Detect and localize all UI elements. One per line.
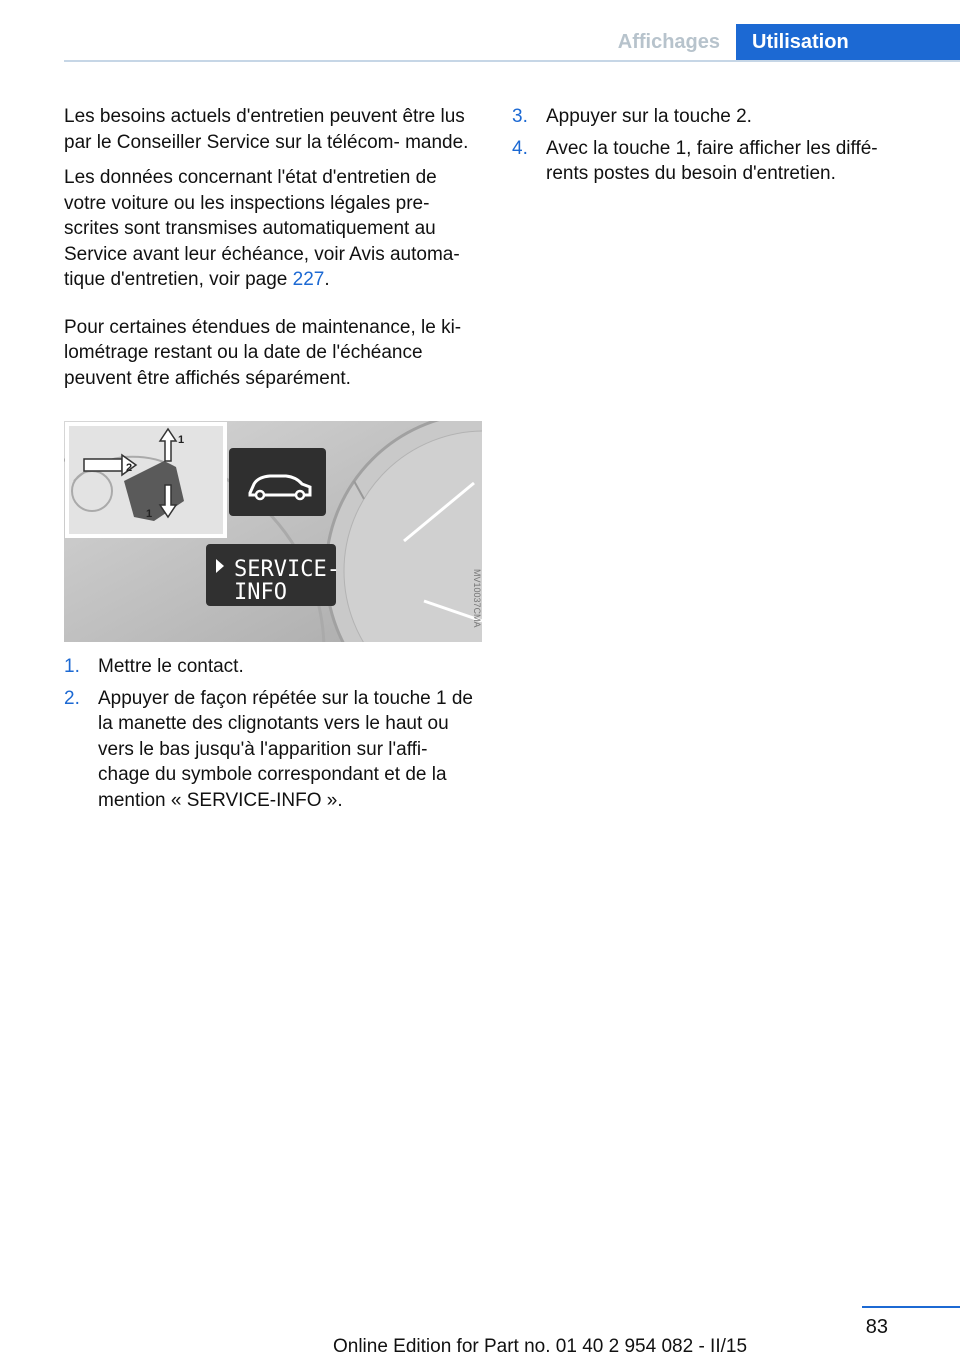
step-number: 1. — [64, 656, 80, 677]
step-text: Appuyer sur la touche 2. — [546, 106, 752, 127]
callout-1-top: 1 — [178, 434, 185, 446]
left-column — [64, 104, 482, 391]
footer-rule — [862, 1306, 960, 1308]
list-item — [512, 136, 896, 187]
steps-left — [64, 654, 482, 819]
list-item — [64, 654, 482, 680]
section-tab: Affichages — [617, 31, 720, 53]
page-number: 83 — [865, 1316, 888, 1338]
step-number: 4. — [512, 137, 528, 159]
dashboard-figure — [64, 421, 482, 642]
edition-footer: Online Edition for Part no. 01 40 2 954 082 - II/15 — [332, 1336, 748, 1357]
chapter-tab: Utilisation — [736, 24, 960, 61]
list-item — [64, 686, 482, 814]
step-text: Avec la touche 1, faire afficher les diffé‐ rents postes du besoin d'entretien. — [546, 137, 878, 184]
paragraph-3: Pour certaines étendues de maintenance, le ki‐ lométrage restant ou la date de l'échéance peuvent être affichés séparément. — [64, 316, 462, 389]
callout-2: 2 — [126, 462, 133, 474]
list-item — [512, 104, 896, 130]
image-code: MV10037CMA — [472, 569, 482, 628]
right-column — [512, 104, 896, 193]
display-line-2: INFO — [234, 580, 287, 605]
display-line-1: SERVICE- — [234, 557, 340, 582]
page-link[interactable]: 227 — [292, 269, 325, 290]
step-text: Appuyer de façon répétée sur la touche 1 de la manette des clignotants vers le haut ou vers le bas jusqu'à l'apparition sur l'affi‐ chage du symbole correspondant et de la mention « SERVICE-INFO ». — [98, 687, 473, 811]
paragraph-2-text: Les données concernant l'état d'entretien de votre voiture ou les inspections légales pre‐ scrites sont transmises automatiquement au Service avant leur échéance, voir Avis automa‐ tique d'entretien, voir page — [64, 167, 460, 290]
step-number: 2. — [64, 687, 80, 709]
paragraph-2-end: . — [324, 269, 330, 290]
step-number: 3. — [512, 106, 528, 127]
dashboard-illustration — [64, 421, 482, 642]
paragraph-1: Les besoins actuels d'entretien peuvent être lus par le Conseiller Service sur la télécom‐ mande. — [64, 106, 469, 153]
header-rule — [64, 60, 960, 62]
callout-1-bottom: 1 — [146, 508, 153, 520]
step-text: Mettre le contact. — [98, 656, 244, 677]
paragraph-2 — [64, 165, 482, 293]
